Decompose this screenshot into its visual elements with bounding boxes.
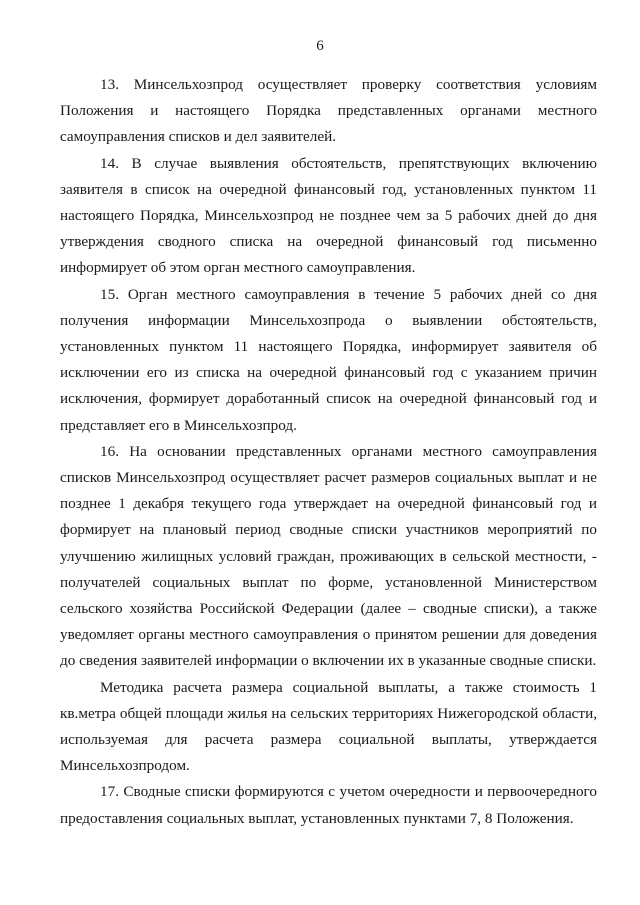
paragraph-13: 13. Минсельхозпрод осуществляет проверку соответствия условиям Положения и настоящего Порядка представленных органами местного самоуправления списков и дел заявителей.: [60, 76, 597, 146]
paragraph-15: 15. Орган местного самоуправления в течение 5 рабочих дней со дня получения информации Минсельхозпрода о выявлении обстоятельств, установленных пунктом 11 настоящего Порядка, информирует заявителя об исключении его из списка на очередной финансовый год с указанием причин исключения, формирует доработанный список на очередной финансовый год и представляет его в Минсельхозпрод.: [60, 285, 597, 434]
paragraph-methodology: Методика расчета размера социальной выплаты, а также стоимость 1 кв.метра общей площади жилья на сельских территориях Нижегородской области, используемая для расчета размера социальной выплаты, утверждается Минсельхозпродом.: [60, 678, 597, 775]
page-number: 6: [316, 38, 324, 54]
paragraph-17: 17. Сводные списки формируются с учетом очередности и первоочередного предоставления социальных выплат, установленных пунктами 7, 8 Положения.: [60, 783, 597, 827]
paragraph-16: 16. На основании представленных органами местного самоуправления списков Минсельхозпрод осуществляет расчет размеров социальных выплат и не позднее 1 декабря текущего года утверждает на очередной финансовый год и формирует на плановый период сводные списки участников мероприятий по улучшению жилищных условий граждан, проживающих в сельской местности, - получателей социальных выплат по форме, установленной Министерством сельского хозяйства Российской Федерации (далее – сводные списки), а также уведомляет органы местного самоуправления о принятом решении для доведения до сведения заявителей информации о включении их в указанные сводные списки.: [60, 442, 597, 670]
paragraph-14: 14. В случае выявления обстоятельств, препятствующих включению заявителя в список на очередной финансовый год, установленных пунктом 11 настоящего Порядка, Минсельхозпрод не позднее чем за 5 рабочих дней до дня утверждения сводного списка на очередной финансовый год письменно информирует об этом орган местного самоуправления.: [60, 154, 597, 277]
document-body: [60, 72, 597, 832]
